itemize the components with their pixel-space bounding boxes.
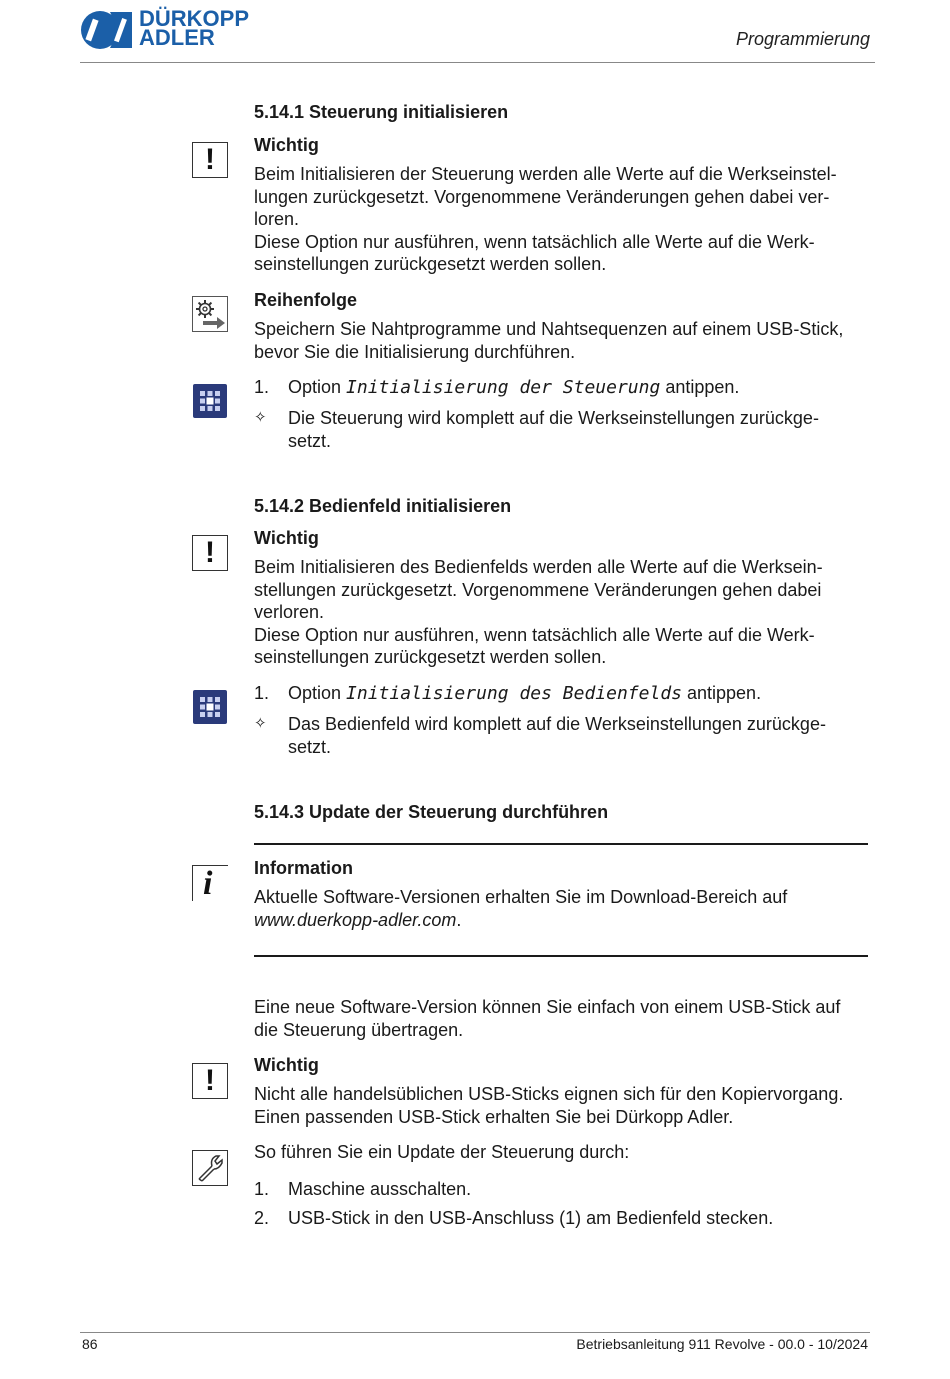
logo-line-1: DÜRKOPP: [139, 6, 250, 31]
website-link[interactable]: www.duerkopp-adler.com: [254, 909, 457, 930]
gear-arrow-icon: [193, 297, 226, 330]
howto-text: So führen Sie ein Update der Steuerung durch:: [254, 1142, 630, 1162]
warning-icon: !: [192, 1063, 228, 1099]
warning-text: Beim Initialisieren des Bedienfelds werden alle Werte auf die Werksein- stellungen zurückgesetzt. Vorgenommene Veränderungen gehen dabei verloren. Diese Option nur ausführen, wenn tatsächlich alle Werte auf die Werk- seinstellungen zurückgesetzt werden sollen.: [254, 557, 823, 667]
footer-divider: [80, 1332, 870, 1333]
warning-text: Nicht alle handelsüblichen USB-Sticks eignen sich für den Kopiervorgang. Einen passenden USB-Stick erhalten Sie bei Dürkopp Adler.: [254, 1084, 844, 1127]
warning-label: Wichtig: [254, 135, 319, 155]
info-label: Information: [254, 858, 353, 878]
wrench-icon: [192, 1150, 228, 1186]
result-arrow-icon: ✧: [254, 715, 267, 732]
header-divider: [80, 62, 875, 63]
section-header: Programmierung: [735, 29, 870, 49]
info-bottom-rule: [254, 955, 868, 957]
result-arrow-icon: ✧: [254, 409, 267, 426]
order-label: Reihenfolge: [254, 290, 358, 310]
section-title-5-14-2: 5.14.2 Bedienfeld initialisieren: [254, 496, 512, 516]
logo-mark-icon: [80, 10, 134, 50]
page-number: 86: [82, 1336, 98, 1352]
logo-line-2: ADLER: [139, 25, 215, 50]
info-icon: i: [192, 865, 228, 901]
document-info: Betriebsanleitung 911 Revolve - 00.0 - 10/2024: [576, 1336, 868, 1352]
control-panel-icon: [193, 690, 227, 724]
warning-icon: !: [192, 535, 228, 571]
info-text: Aktuelle Software-Versionen erhalten Sie im Download-Bereich auf www.duerkopp-adler.com.: [254, 887, 788, 930]
section-title-5-14-3: 5.14.3 Update der Steuerung durchführen: [254, 802, 609, 822]
brand-logo: [80, 6, 270, 54]
control-panel-icon: [193, 384, 227, 418]
warning-label: Wichtig: [254, 1055, 319, 1075]
warning-text: Beim Initialisieren der Steuerung werden alle Werte auf die Werkseinstel- lungen zurückgesetzt. Vorgenommene Veränderungen gehen dabei ver- loren. Diese Option nur ausführen, wenn tatsächlich alle Werte auf die Werk- seinstellungen zurückgesetzt werden sollen.: [254, 164, 837, 274]
settings-order-icon: [192, 296, 228, 332]
order-text: Speichern Sie Nahtprogramme und Nahtsequenzen auf einem USB-Stick, bevor Sie die Initialisierung durchführen.: [254, 319, 844, 362]
info-top-rule: [254, 843, 868, 845]
warning-label: Wichtig: [254, 528, 319, 548]
warning-icon: !: [192, 142, 228, 178]
option-name: Initialisierung der Steuerung: [346, 377, 661, 398]
option-name: Initialisierung des Bedienfelds: [346, 683, 682, 704]
intro-paragraph: Eine neue Software-Version können Sie einfach von einem USB-Stick auf die Steuerung übertragen.: [254, 997, 841, 1040]
section-title-5-14-1: 5.14.1 Steuerung initialisieren: [254, 102, 509, 122]
